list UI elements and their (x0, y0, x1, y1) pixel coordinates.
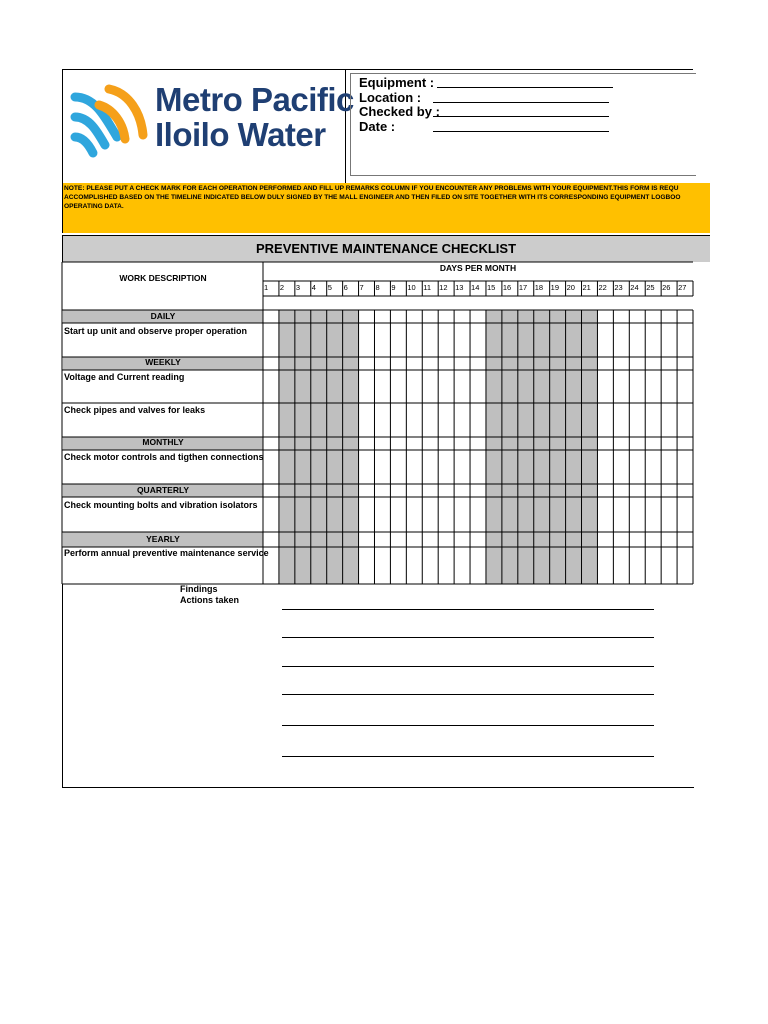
work-description-header: WORK DESCRIPTION (119, 273, 207, 283)
day-number: 1 (264, 283, 269, 292)
day-number: 23 (614, 283, 623, 292)
day-number: 15 (486, 283, 496, 292)
actions-taken-label: Actions taken (180, 595, 240, 605)
shaded-day-column (518, 310, 534, 584)
shaded-day-column (566, 310, 582, 584)
day-number: 6 (343, 283, 348, 292)
shaded-day-column (327, 310, 343, 584)
task-startup: Start up unit and observe proper operation (64, 326, 248, 336)
date-label: Date : (359, 119, 396, 134)
findings-line[interactable] (282, 725, 654, 726)
category-daily: DAILY (150, 311, 176, 321)
shaded-day-column (343, 310, 359, 584)
findings-line[interactable] (282, 609, 654, 610)
location-label: Location : (359, 90, 422, 105)
day-number: 5 (327, 283, 332, 292)
day-number: 26 (662, 283, 671, 292)
day-number: 8 (375, 283, 380, 292)
checked-by-label: Checked by : (359, 104, 440, 119)
day-number: 24 (630, 283, 639, 292)
day-number: 13 (455, 283, 464, 292)
task-annual-pm: Perform annual preventive maintenance service (64, 548, 269, 558)
day-number: 18 (534, 283, 544, 292)
findings-section (62, 584, 694, 788)
day-number: 21 (582, 283, 591, 292)
day-number: 27 (678, 283, 687, 292)
day-number: 9 (391, 283, 396, 292)
note-text: NOTE: PLEASE PUT A CHECK MARK FOR EACH OPERATION PERFORMED AND FILL UP REMARKS COLUMN IF YOU ENCOUNTER ANY PROBLEMS WITH YOUR EQUIPMENT.THIS FORM IS REQU ACCOMPLISHED BASED ON THE TIMELINE INDICATED BELOW DULY SIGNED BY THE MALL ENGINEER AND THEN FILED ON SITE TOGETHER WITH ITS CORRESPONDING EQUIPMENT LOGBOO OPERATING DATA. (64, 185, 681, 210)
findings-line[interactable] (282, 694, 654, 695)
day-number: 17 (518, 283, 528, 292)
shaded-day-column (550, 310, 566, 584)
shaded-day-column (295, 310, 311, 584)
category-weekly: WEEKLY (145, 357, 181, 367)
day-number: 4 (311, 283, 316, 292)
task-pipes-valves: Check pipes and valves for leaks (64, 405, 206, 415)
equipment-label: Equipment : (359, 75, 435, 90)
task-motor-controls: Check motor controls and tigthen connections (64, 452, 264, 462)
page-title: PREVENTIVE MAINTENANCE CHECKLIST (255, 241, 517, 256)
findings-label: Findings (180, 584, 218, 594)
day-number: 12 (439, 283, 448, 292)
day-number: 10 (407, 283, 416, 292)
findings-line[interactable] (282, 637, 654, 638)
day-number: 2 (279, 283, 285, 292)
day-number: 19 (550, 283, 559, 292)
day-number: 22 (598, 283, 607, 292)
day-number: 11 (423, 283, 432, 292)
day-number: 7 (359, 283, 364, 292)
shaded-day-column (486, 310, 502, 584)
findings-line[interactable] (282, 666, 654, 667)
days-per-month-header: DAYS PER MONTH (439, 263, 517, 273)
day-number: 14 (471, 283, 480, 292)
task-voltage-current: Voltage and Current reading (64, 372, 185, 382)
category-monthly: MONTHLY (142, 437, 184, 447)
shaded-day-column (534, 310, 550, 584)
shaded-day-column (502, 310, 518, 584)
shaded-day-column (279, 310, 295, 584)
day-number: 20 (566, 283, 575, 292)
logo-line-2: Iloilo Water (155, 116, 326, 153)
day-number: 16 (502, 283, 512, 292)
shaded-day-column (311, 310, 327, 584)
logo-line-1: Metro Pacific (155, 81, 354, 118)
shaded-day-column (582, 310, 598, 584)
category-yearly: YEARLY (146, 534, 180, 544)
day-number: 25 (646, 283, 655, 292)
category-quarterly: QUARTERLY (136, 485, 190, 495)
day-number: 3 (295, 283, 301, 292)
findings-line[interactable] (282, 756, 654, 757)
task-mounting-bolts: Check mounting bolts and vibration isolators (64, 500, 258, 510)
